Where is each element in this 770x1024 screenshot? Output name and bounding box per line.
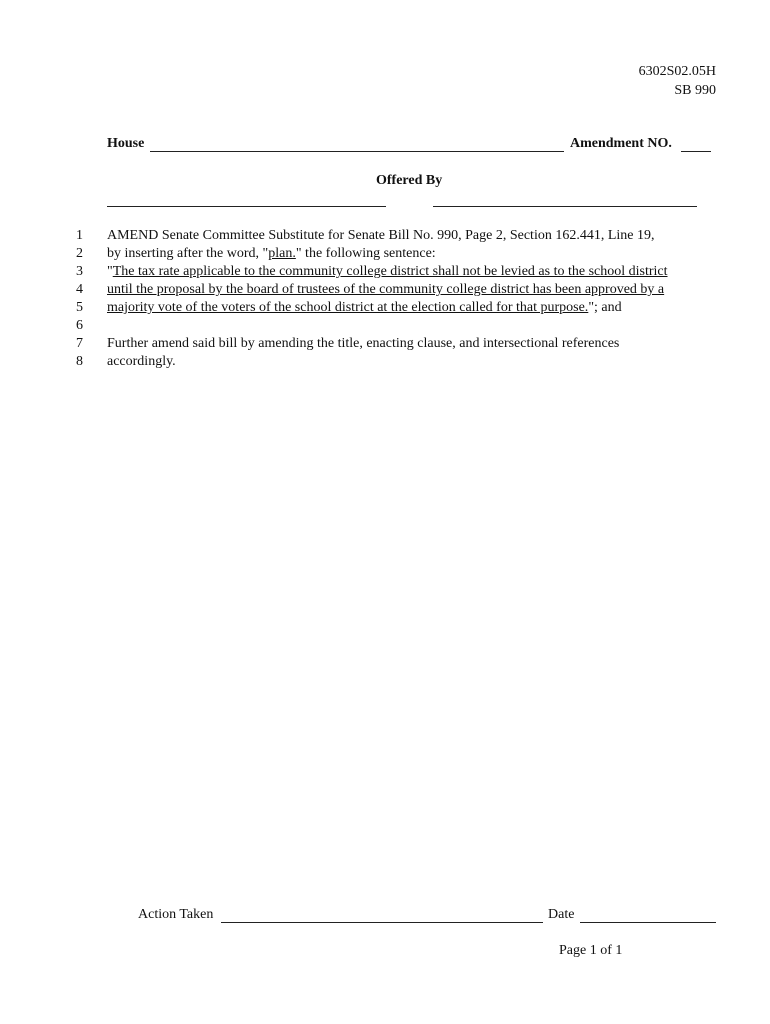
document-id: 6302S02.05H bbox=[638, 64, 716, 79]
line-number: 6 bbox=[76, 318, 83, 333]
open-quote: " bbox=[107, 264, 113, 279]
body-line-2-pre: by inserting after the word, " bbox=[107, 246, 269, 261]
line-number: 4 bbox=[76, 282, 83, 297]
line-number: 1 bbox=[76, 228, 83, 243]
house-label: House bbox=[107, 136, 145, 151]
action-taken-label: Action Taken bbox=[138, 907, 214, 922]
line-number: 5 bbox=[76, 300, 83, 315]
date-blank bbox=[580, 922, 716, 923]
body-line-7: Further amend said bill by amending the title, enacting clause, and intersectional references bbox=[107, 336, 620, 351]
inserted-text: The tax rate applicable to the community college district shall not be levied as to the school district bbox=[112, 264, 668, 279]
body-line-5 bbox=[107, 300, 622, 316]
offered-by-blank-right bbox=[433, 206, 697, 207]
line-number: 2 bbox=[76, 246, 83, 261]
body-line-2 bbox=[107, 246, 436, 262]
amendment-number-blank bbox=[681, 151, 711, 152]
bill-number: SB 990 bbox=[674, 83, 716, 98]
body-line-1: AMEND Senate Committee Substitute for Senate Bill No. 990, Page 2, Section 162.441, Line 19, bbox=[107, 228, 655, 243]
line-number: 7 bbox=[76, 336, 83, 351]
date-label: Date bbox=[548, 907, 575, 922]
body-line-3 bbox=[107, 264, 668, 280]
action-taken-blank bbox=[221, 922, 543, 923]
inserted-word: plan. bbox=[268, 246, 296, 261]
body-line-8: accordingly. bbox=[107, 354, 176, 369]
body-line-4: until the proposal by the board of trustees of the community college district has been approved by a bbox=[107, 282, 665, 297]
inserted-text: majority vote of the voters of the school district at the election called for that purpose. bbox=[107, 300, 589, 315]
offered-by-blank-left bbox=[107, 206, 386, 207]
line-number: 3 bbox=[76, 264, 83, 279]
offered-by-label: Offered By bbox=[376, 173, 443, 188]
amendment-number-label: Amendment NO. bbox=[570, 136, 672, 151]
line-number: 8 bbox=[76, 354, 83, 369]
body-line-5-post: "; and bbox=[588, 300, 622, 315]
page-number: Page 1 of 1 bbox=[559, 943, 623, 958]
house-blank bbox=[150, 151, 564, 152]
body-line-2-post: " the following sentence: bbox=[295, 246, 436, 261]
